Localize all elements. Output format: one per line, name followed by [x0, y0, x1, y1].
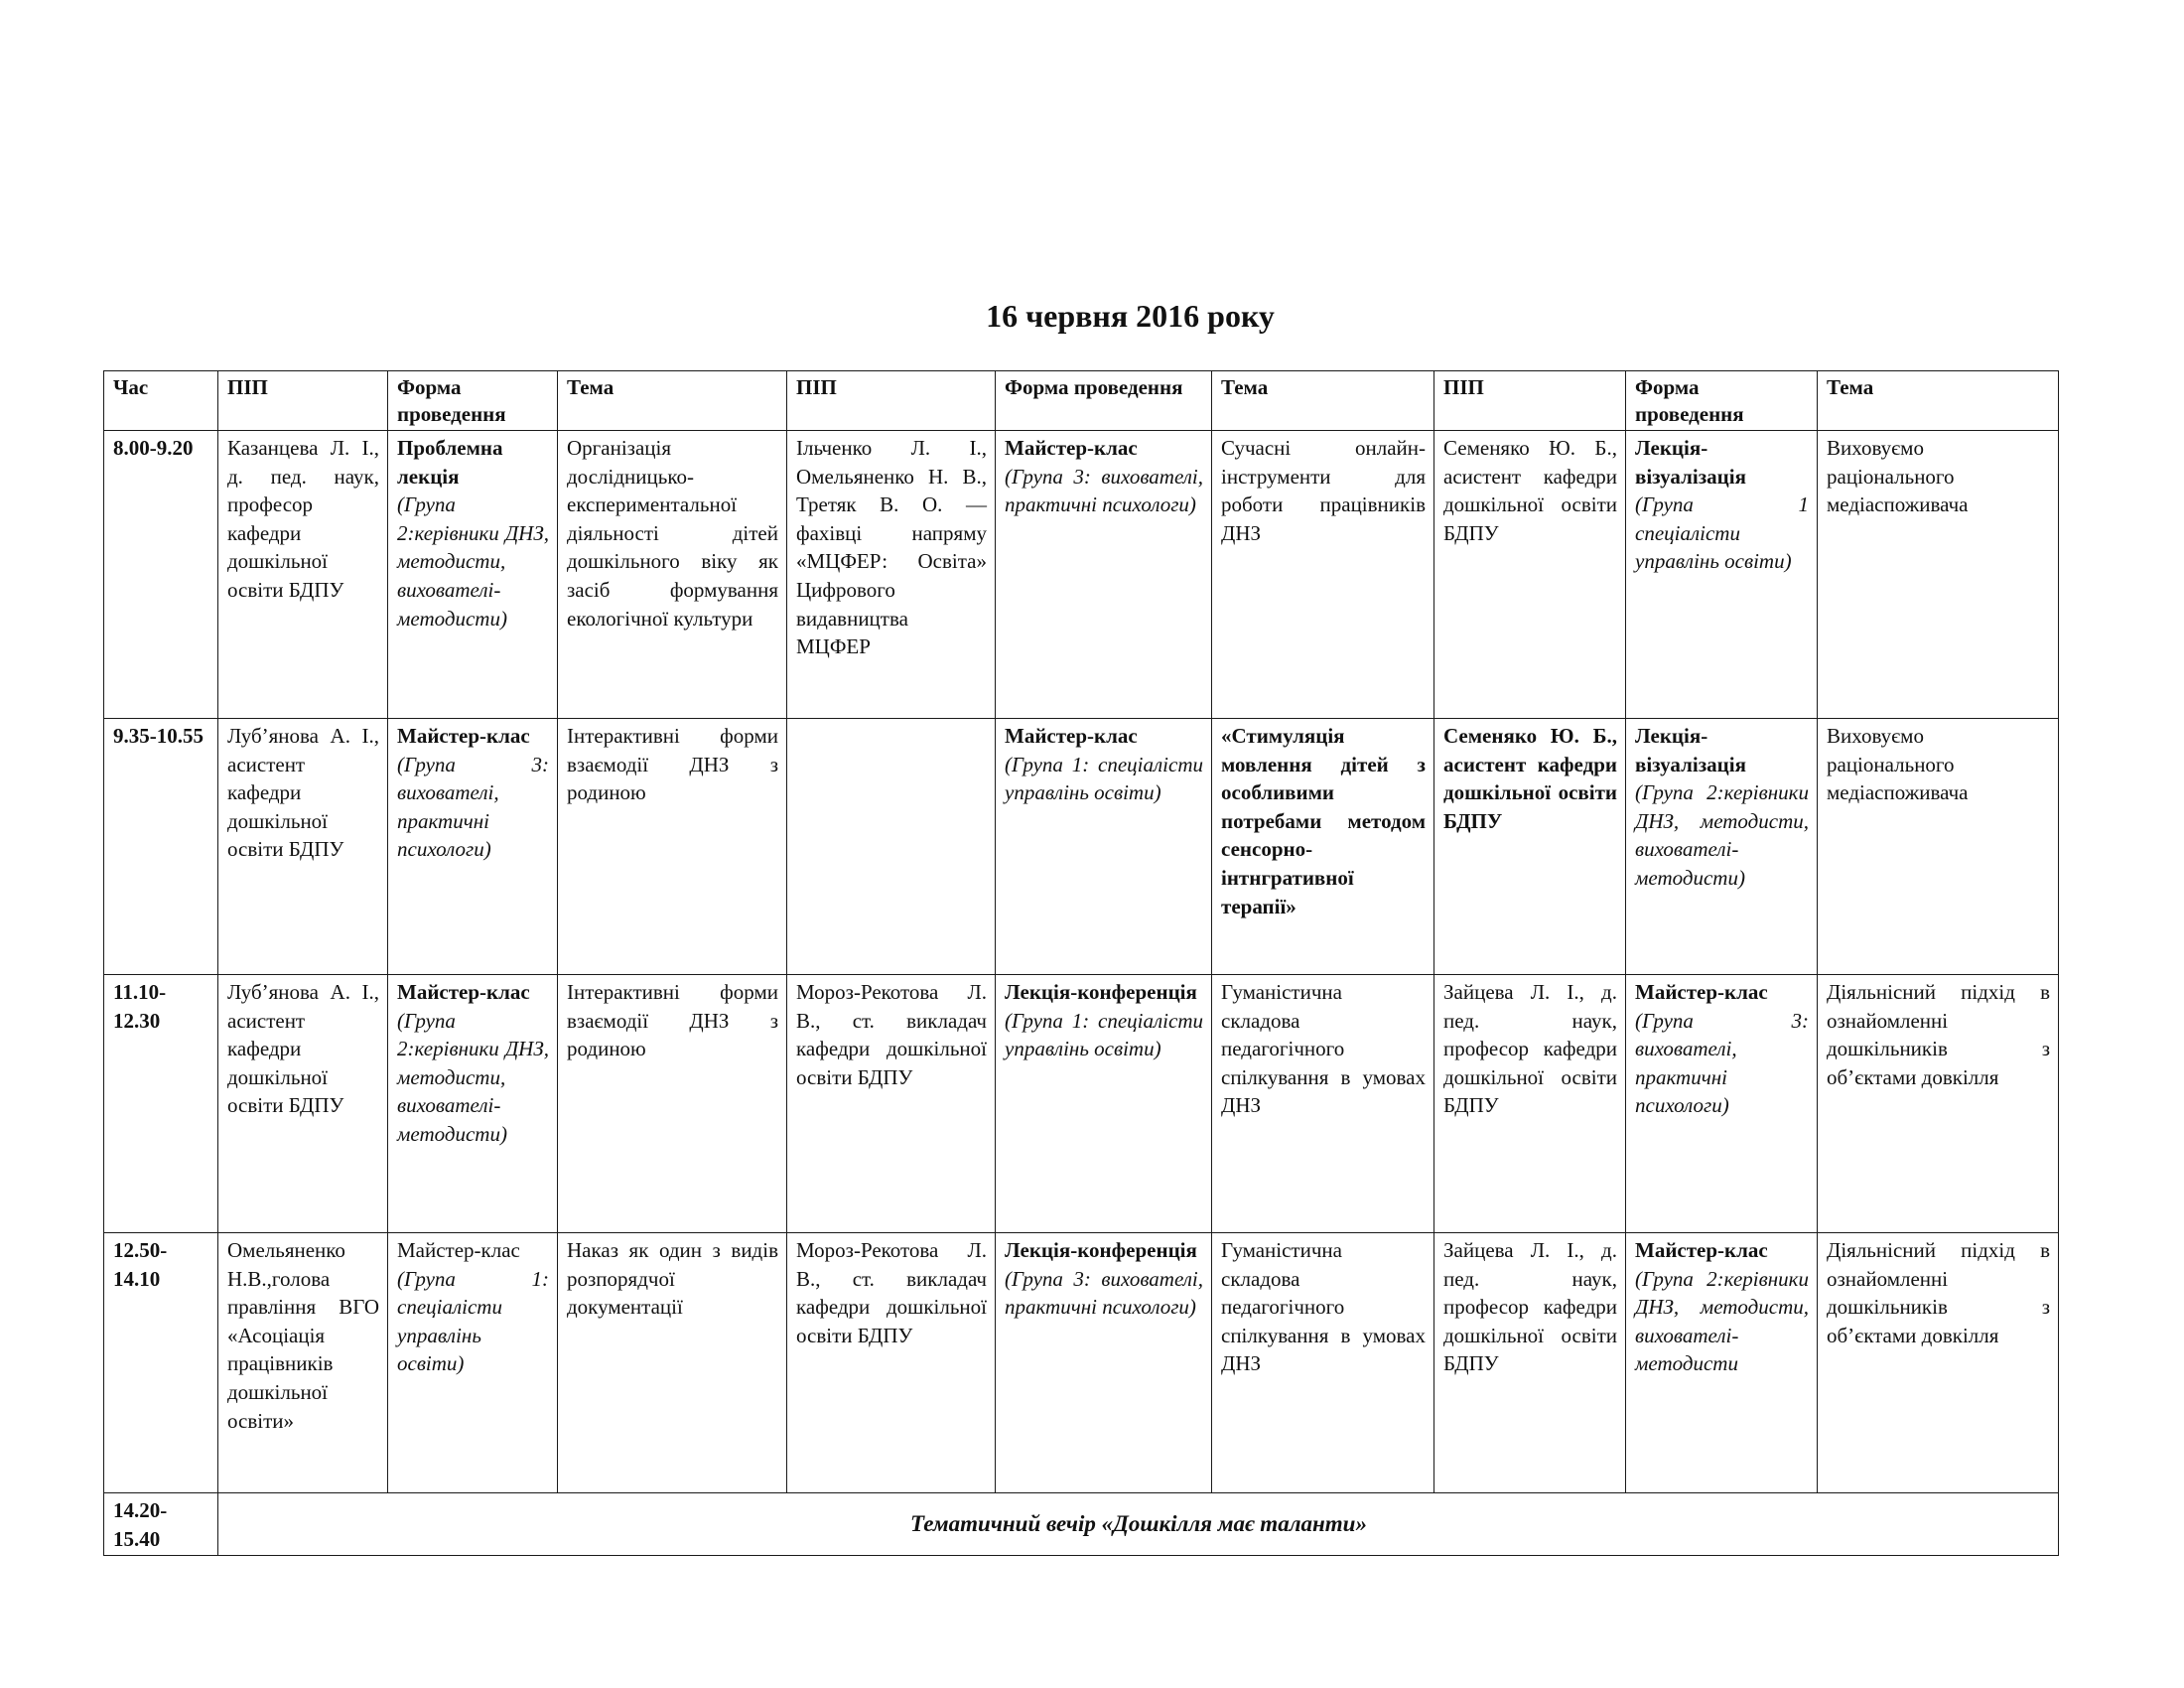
person-text: Луб’янова А. І., асистент кафедри дошкільної освіти БДПУ: [227, 724, 379, 862]
topic-text: «Стимуляція мовлення дітей з особливими потребами методом сенсорно-інтнгративної терапії»: [1221, 724, 1426, 918]
topic-cell: [1212, 975, 1434, 1233]
person-text: Ільченко Л. І., Омельяненко Н. В., Третяк В. О. — фахівці напряму «МЦФЕР: Освіта» Цифрового видавництва МЦФЕР: [796, 436, 987, 659]
topic-cell: [1818, 719, 2059, 975]
person-cell: [218, 1233, 388, 1493]
topic-text: Наказ як один з видів розпорядчої документації: [567, 1238, 778, 1320]
topic-text: Діяльнісний підхід в ознайомленні дошкільників з об’єктами довкілля: [1827, 980, 2050, 1089]
format-cell: [388, 431, 558, 719]
header-format-1: Форма проведення: [388, 371, 558, 431]
format-cell: [996, 1233, 1212, 1493]
format-text: Майстер-клас: [397, 724, 530, 748]
person-text: Семеняко Ю. Б., асистент кафедри дошкільної освіти БДПУ: [1443, 724, 1617, 833]
header-topic-2: Тема: [1212, 371, 1434, 431]
format-text: Майстер-клас: [1635, 980, 1768, 1004]
group-text: (Група 1 спеціалісти управлінь освіти): [1635, 492, 1809, 574]
topic-cell: [558, 431, 787, 719]
person-cell: [1434, 431, 1626, 719]
person-cell: [218, 975, 388, 1233]
person-cell: [1434, 975, 1626, 1233]
format-text: Лекція-конференція: [1005, 1238, 1197, 1262]
time-cell: 9.35-10.55: [104, 719, 218, 975]
topic-cell: [1818, 975, 2059, 1233]
format-text: Майстер-клас: [1005, 436, 1138, 460]
topic-text: Діяльнісний підхід в ознайомленні дошкільників з об’єктами довкілля: [1827, 1238, 2050, 1347]
topic-text: Виховуємо раціонального медіаспоживача: [1827, 436, 1969, 517]
evening-event: Тематичний вечір «Дошкілля має таланти»: [218, 1493, 2059, 1556]
header-person-1: ПІП: [218, 371, 388, 431]
person-text: Луб’янова А. І., асистент кафедри дошкільної освіти БДПУ: [227, 980, 379, 1118]
group-text: (Група 3: вихователі, практичні психологи): [1635, 1008, 1809, 1118]
person-text: Семеняко Ю. Б., асистент кафедри дошкільної освіти БДПУ: [1443, 436, 1617, 545]
time-cell: 12.50-14.10: [104, 1233, 218, 1493]
person-text: Омельяненко Н.В.,голова правління ВГО «Асоціація працівників дошкільної освіти»: [227, 1238, 379, 1433]
time-cell: 8.00-9.20: [104, 431, 218, 719]
format-text: Майстер-клас: [397, 1238, 520, 1262]
header-topic-1: Тема: [558, 371, 787, 431]
format-cell: [1626, 1233, 1818, 1493]
topic-text: Сучасні онлайн-інструменти для роботи працівників ДНЗ: [1221, 436, 1426, 545]
group-text: (Група 1: спеціалісти управлінь освіти): [397, 1266, 549, 1376]
format-text: Майстер-клас: [1635, 1238, 1768, 1262]
format-text: Лекція-візуалізація: [1635, 436, 1746, 489]
format-cell: [1626, 431, 1818, 719]
table-row: [104, 1233, 2059, 1493]
person-text: Казанцева Л. І., д. пед. наук, професор кафедри дошкільної освіти БДПУ: [227, 436, 379, 602]
topic-cell: [1818, 1233, 2059, 1493]
topic-cell: [558, 1233, 787, 1493]
header-format-3: Форма проведення: [1626, 371, 1818, 431]
group-text: (Група 2:керівники ДНЗ, методисти, вихователі-методисти): [397, 492, 549, 631]
header-row: [104, 371, 2059, 431]
header-topic-3: Тема: [1818, 371, 2059, 431]
topic-cell: [558, 975, 787, 1233]
format-text: Лекція-конференція: [1005, 980, 1197, 1004]
header-person-2: ПІП: [787, 371, 996, 431]
format-text: Майстер-клас: [1005, 724, 1138, 748]
group-text: (Група 2:керівники ДНЗ, методисти, вихователі-методисти): [1635, 780, 1809, 890]
topic-text: Гуманістична складова педагогічного спілкування в умовах ДНЗ: [1221, 980, 1426, 1118]
page-title: 16 червня 2016 року: [986, 298, 1275, 334]
topic-cell: [1212, 719, 1434, 975]
person-cell: [787, 719, 996, 975]
person-cell: [1434, 719, 1626, 975]
table-row: [104, 975, 2059, 1233]
group-text: (Група 3: вихователі, практичні психологи): [397, 752, 549, 862]
format-cell: [1626, 975, 1818, 1233]
topic-text: Виховуємо раціонального медіаспоживача: [1827, 724, 1969, 805]
time-cell: 14.20-15.40: [104, 1493, 218, 1556]
format-cell: [996, 719, 1212, 975]
header-person-3: ПІП: [1434, 371, 1626, 431]
group-text: (Група 3: вихователі, практичні психологи): [1005, 1266, 1203, 1320]
format-cell: [996, 975, 1212, 1233]
schedule-table: [103, 370, 2059, 1556]
format-cell: [1626, 719, 1818, 975]
person-text: Мороз-Рекотова Л. В., ст. викладач кафедри дошкільної освіти БДПУ: [796, 980, 987, 1089]
topic-cell: [1212, 431, 1434, 719]
topic-text: Організація дослідницько-експериментальної діяльності дітей дошкільного віку як засіб формування екологічної культури: [567, 436, 778, 631]
group-text: (Група 3: вихователі, практичні психологи): [1005, 464, 1203, 517]
topic-cell: [1818, 431, 2059, 719]
person-cell: [787, 975, 996, 1233]
format-cell: [388, 975, 558, 1233]
table-row: [104, 719, 2059, 975]
format-text: Проблемна лекція: [397, 436, 503, 489]
format-text: Лекція-візуалізація: [1635, 724, 1746, 776]
format-text: Майстер-клас: [397, 980, 530, 1004]
group-text: (Група 2:керівники ДНЗ, методисти, вихователі-методисти: [1635, 1266, 1809, 1376]
person-text: Мороз-Рекотова Л. В., ст. викладач кафедри дошкільної освіти БДПУ: [796, 1238, 987, 1347]
topic-text: Гуманістична складова педагогічного спілкування в умовах ДНЗ: [1221, 1238, 1426, 1376]
group-text: (Група 2:керівники ДНЗ, методисти, вихователі-методисти): [397, 1008, 549, 1146]
person-text: Зайцева Л. І., д. пед. наук, професор кафедри дошкільної освіти БДПУ: [1443, 980, 1617, 1118]
evening-row: [104, 1493, 2059, 1556]
topic-cell: [558, 719, 787, 975]
format-cell: [388, 1233, 558, 1493]
person-text: Зайцева Л. І., д. пед. наук, професор кафедри дошкільної освіти БДПУ: [1443, 1238, 1617, 1376]
header-time: Час: [104, 371, 218, 431]
header-format-2: Форма проведення: [996, 371, 1212, 431]
person-cell: [218, 431, 388, 719]
person-cell: [787, 431, 996, 719]
group-text: (Група 1: спеціалісти управлінь освіти): [1005, 752, 1203, 805]
person-cell: [787, 1233, 996, 1493]
topic-text: Інтерактивні форми взаємодії ДНЗ з родиною: [567, 724, 778, 805]
format-cell: [996, 431, 1212, 719]
person-cell: [1434, 1233, 1626, 1493]
time-cell: 11.10-12.30: [104, 975, 218, 1233]
topic-text: Інтерактивні форми взаємодії ДНЗ з родиною: [567, 980, 778, 1061]
table-row: [104, 431, 2059, 719]
group-text: (Група 1: спеціалісти управлінь освіти): [1005, 1008, 1203, 1061]
topic-cell: [1212, 1233, 1434, 1493]
format-cell: [388, 719, 558, 975]
person-cell: [218, 719, 388, 975]
